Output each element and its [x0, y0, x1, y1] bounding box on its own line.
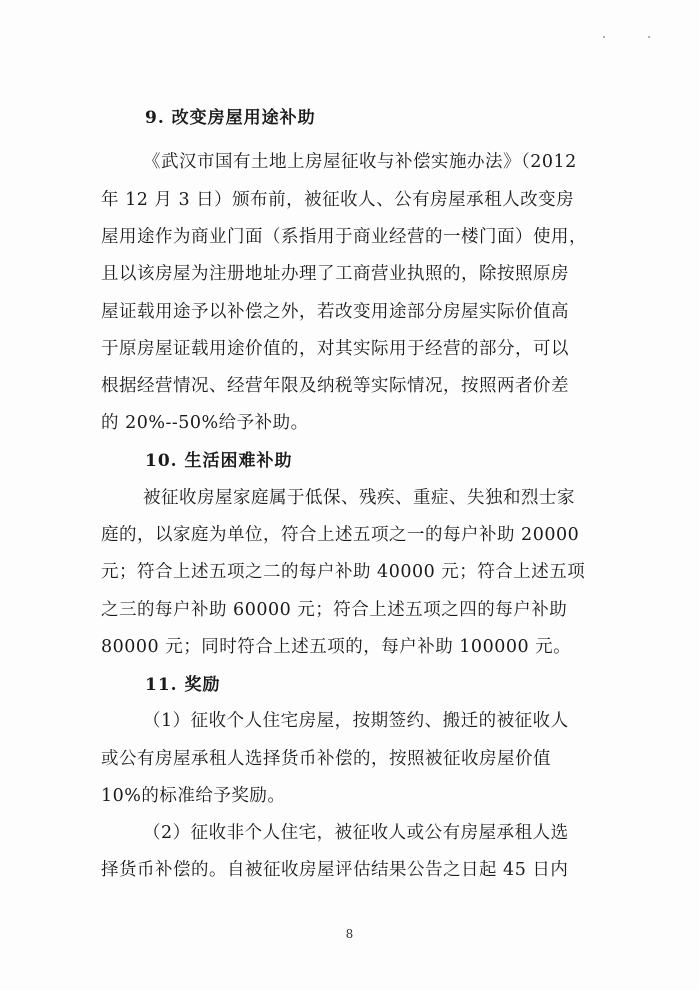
paragraph-line: 的 20%--50%给予补助。	[101, 413, 309, 433]
scan-speck	[603, 36, 605, 38]
paragraph-line: 根据经营情况、经营年限及纳税等实际情况，按照两者价差	[101, 376, 569, 396]
paragraph-line: 庭的，以家庭为单位，符合上述五项之一的每户补助 20000	[101, 525, 580, 545]
paragraph-line: 年 12 月 3 日）颁布前，被征收人、公有房屋承租人改变房	[101, 190, 575, 210]
paragraph-line: 之三的每户补助 60000 元；符合上述五项之四的每户补助	[101, 600, 568, 620]
section-heading-11: 11. 奖励	[145, 675, 221, 695]
page-number: 8	[345, 927, 354, 941]
paragraph-line: （2）征收非个人住宅，被征收人或公有房屋承租人选	[143, 823, 569, 843]
paragraph-line: 且以该房屋为注册地址办理了工商营业执照的，除按照原房	[101, 264, 569, 284]
paragraph-line: 80000 元；同时符合上述五项的，每户补助 100000 元。	[101, 637, 572, 657]
paragraph-line: 屋用途作为商业门面（系指用于商业经营的一楼门面）使用，	[101, 227, 587, 247]
paragraph-line: 屋证载用途予以补偿之外，若改变用途部分房屋实际价值高	[101, 302, 569, 322]
section-heading-10: 10. 生活困难补助	[145, 451, 293, 471]
paragraph-line: 《武汉市国有土地上房屋征收与补偿实施办法》（2012	[143, 152, 577, 172]
paragraph-line: 于原房屋证载用途价值的，对其实际用于经营的部分，可以	[101, 339, 569, 359]
paragraph-line: 择货币补偿的。自被征收房屋评估结果公告之日起 45 日内	[101, 860, 569, 880]
scan-speck	[648, 36, 650, 38]
paragraph-line: （1）征收个人住宅房屋，按期签约、搬迁的被征收人	[143, 711, 569, 731]
section-heading-9: 9. 改变房屋用途补助	[145, 108, 316, 128]
paragraph-line: 被征收房屋家庭属于低保、残疾、重症、失独和烈士家	[143, 488, 575, 508]
paragraph-line: 或公有房屋承租人选择货币补偿的，按照被征收房屋价值	[101, 749, 551, 769]
paragraph-line: 元；符合上述五项之二的每户补助 40000 元；符合上述五项	[101, 562, 586, 582]
paragraph-line: 10%的标准给予奖励。	[101, 786, 286, 806]
